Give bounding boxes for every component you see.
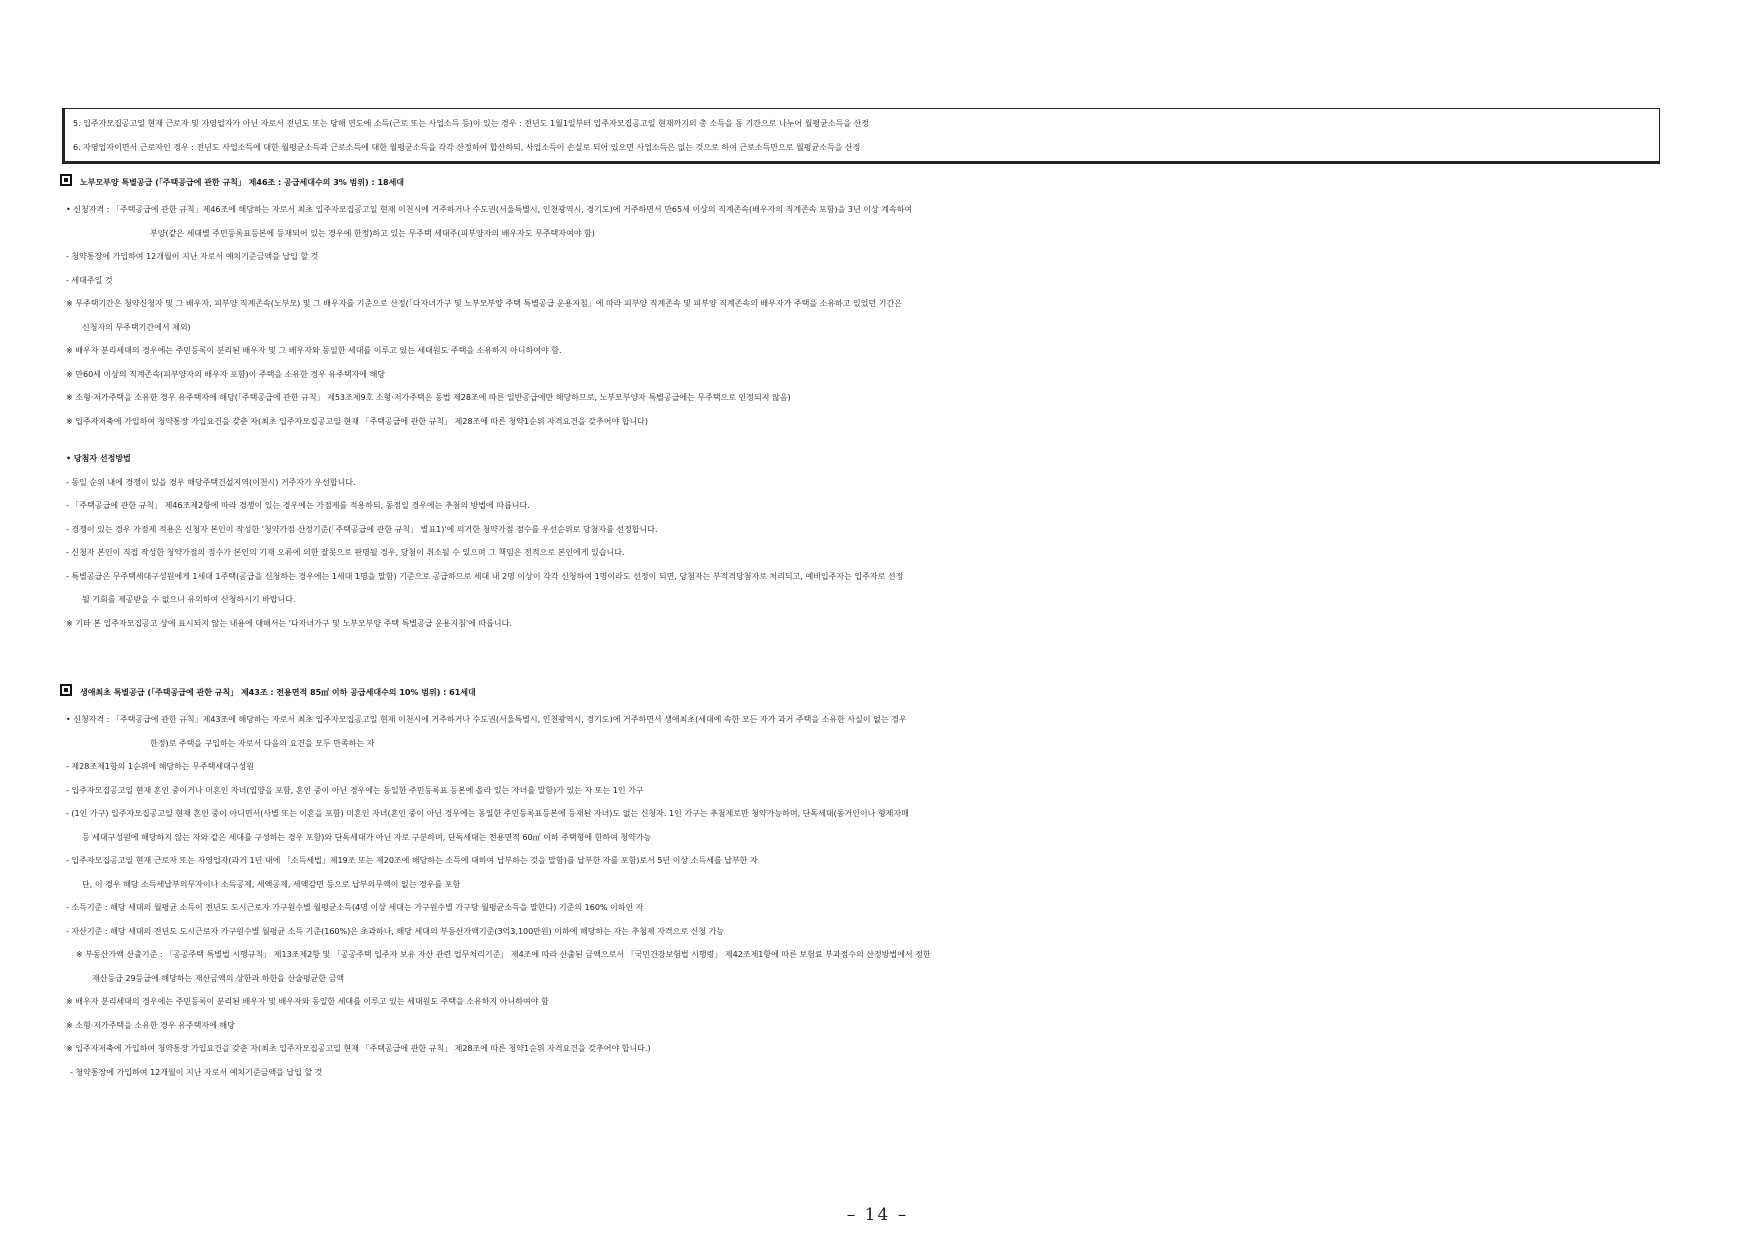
requirement-line-cont: 등 세대구성원에 해당하지 않는 자와 같은 세대를 구성하는 경우 포함)와 단독세대가 아닌 자로 구분하며, 단독세대는 전용면적 60㎡ 이하 주택형에 한하여 청약가능 [82,832,652,842]
selection-line: - 「주택공급에 관한 규칙」 제46조제2항에 따라 경쟁이 있는 경우에는 가점제를 적용하되, 동점일 경우에는 추첨의 방법에 따릅니다. [66,501,530,510]
section-first-time-buyer [60,680,1710,1084]
note-line: ※ 입주자저축에 가입하여 청약통장 가입요건을 갖춘 자(최초 입주자모집공고일 현재 「주택공급에 관한 규칙」 제28조에 따른 청약1순위 자격요건을 갖추어야 합니다) [66,416,649,426]
requirement-line: - (1인 가구) 입주자모집공고일 현재 혼인 중이 아니면서(사별 또는 이혼을 포함) 미혼인 자녀(혼인 중이 아닌 경우에는 동일한 주민등록표등본에 등재된 자녀)도 없는 신청자. 1인 가구는 추첨제로만 청약가능하며, 단독세대(동거인이나 형제자매 [66,809,909,818]
requirement-line: - 세대주일 것 [66,275,113,285]
requirement-line: - 제28조제1항의 1순위에 해당하는 무주택세대구성원 [66,762,254,771]
selection-line: ※ 기타 본 입주자모집공고 상에 표시되지 않는 내용에 대해서는 '다자녀가구 및 노부모부양 주택 특별공급 운용지침'에 따릅니다. [66,618,512,628]
selection-line: - 신청자 본인이 직접 작성한 청약가점의 점수가 본인의 기재 오류에 의한 잘못으로 판명될 경우, 당첨이 취소될 수 있으며 그 책임은 전적으로 본인에게 있습니다. [66,548,625,557]
selection-line: - 경쟁이 있는 경우 가점제 적용은 신청자 본인이 작성한 '청약가점 산정기준(「주택공급에 관한 규칙」 별표1)'에 의거한 청약가점 점수를 우선순위로 당첨자를 선정합니다. [66,524,658,534]
checkbox-square-icon [60,174,72,186]
note-line-cont: 신청자의 무주택기간에서 제외) [82,322,191,332]
eligibility-line: • 신청자격 : 「주택공급에 관한 규칙」제43조에 해당하는 자로서 최초 입주자모집공고일 현재 이천시에 거주하거나 수도권(서울특별시, 인천광역시, 경기도)에 거주하면서 생애최초(세대에 속한 모든 자가 과거 주택을 소유한 사실이 없는 경우 [66,715,907,724]
requirement-line: - 입주자모집공고일 현재 혼인 중이거나 미혼인 자녀(입양을 포함, 혼인 중이 아닌 경우에는 동일한 주민등록표 등본에 올라 있는 자녀를 말함)가 있는 자 또는 1인 가구 [66,785,644,795]
section-body [60,198,1710,433]
note-6: 6. 자영업자이면서 근로자인 경우 : 전년도 사업소득에 대한 월평균소득과 근로소득에 대한 월평균소득을 각각 산정하여 합산하되, 사업소득이 손실로 되어 있으면 사업소득은 없는 것으로 하여 근로소득만으로 월평균소득을 산정 [73,143,861,152]
note-line-cont: 재산등급 29등급에 해당하는 재산금액의 상한과 하한을 산술평균한 금액 [92,973,345,983]
requirement-line-cont: 단, 이 경우 해당 소득세납부의무자이나 소득공제, 세액공제, 세액감면 등으로 납부의무액이 없는 경우를 포함 [82,879,461,889]
note-line: ※ 입주자저축에 가입하여 청약통장 가입요건을 갖춘 자(최초 입주자모집공고일 현재 「주택공급에 관한 규칙」 제28조에 따른 청약1순위 자격요건을 갖추어야 합니다.) [66,1044,651,1053]
selection-line: - 특별공급은 무주택세대구성원에게 1세대 1주택(공급을 신청하는 경우에는 1세대 1명을 말함) 기준으로 공급하므로 세대 내 2명 이상이 각각 신청하여 1명이라도 선정이 되면, 당첨자는 부적격당첨자로 처리되고, 예비입주자는 입주자로 선정 [66,571,904,581]
eligibility-line: • 신청자격 : 「주택공급에 관한 규칙」제46조에 해당하는 자로서 최초 입주자모집공고일 현재 이천시에 거주하거나 수도권(서울특별시, 인천광역시, 경기도)에 거주하면서 만65세 이상의 직계존속(배우자의 직계존속 포함)을 3년 이상 계속하여 [66,205,913,214]
section-elderly-parent-support [60,170,1710,635]
checkbox-square-icon [60,684,72,696]
note-line: ※ 배우자 분리세대의 경우에는 주민등록이 분리된 배우자 및 그 배우자와 동일한 세대를 이루고 있는 세대원도 주택을 소유하지 아니하여야 함. [66,346,562,355]
selection-line-cont: 될 기회를 제공받을 수 없으니 유의하여 신청하시기 바랍니다. [82,595,296,604]
selection-line: - 동일 순위 내에 경쟁이 있을 경우 해당주택건설지역(이천시) 거주자가 우선합니다. [66,477,356,487]
note-line: ※ 무주택기간은 청약신청자 및 그 배우자, 피부양 직계존속(노부모) 및 그 배우자를 기준으로 산정(「다자녀가구 및 노부모부양 주택 특별공급 운용지침」에 따라 피부양 직계존속 및 피부양 직계존속의 배우자가 주택을 소유하고 있었던 기간은 [66,299,902,308]
asset-criteria-line: - 자산기준 : 해당 세대의 전년도 도시근로자 가구원수별 월평균 소득 기준(160%)은 초과하나, 해당 세대의 부동산가액기준(3억3,100만원) 이하에 해당하는 자는 추첨제 자격으로 신청 가능 [66,926,725,936]
section-heading: 노부모부양 특별공급 (「주택공급에 관한 규칙」 제46조 : 공급세대수의 3% 범위) : 18세대 [60,170,1710,196]
winner-selection-block [60,447,1710,635]
requirement-line: - 입주자모집공고일 현재 근로자 또는 자영업자(과거 1년 내에 「소득세법」제19조 또는 제20조에 해당하는 소득에 대하여 납부하는 것을 말함)를 납부한 자를 포함)로서 5년 이상 소득세를 납부한 자 [66,856,758,865]
requirement-line: - 청약통장에 가입하여 12개월이 지난 자로서 예치기준금액을 납입 할 것 [66,252,319,261]
income-criteria-line: - 소득기준 : 해당 세대의 월평균 소득이 전년도 도시근로자 가구원수별 월평균소득(4명 이상 세대는 가구원수별 가구당 월평균소득을 말한다) 기준의 160% 이하인 자 [66,903,644,912]
eligibility-line-cont: 부양(같은 세대별 주민등록표등본에 등재되어 있는 경우에 한정)하고 있는 무주택 세대주(피부양자의 배우자도 무주택자여야 함) [150,228,595,238]
note-line: ※ 소형·저가주택을 소유한 경우 유주택자에 해당(「주택공급에 관한 규칙」 제53조제9호 소형·저가주택은 동법 제28조에 따른 일반공급에만 해당하므로, 노부모부양자 특별공급에는 무주택으로 인정되지 않음) [66,393,791,402]
section-heading: 생애최초 특별공급 (「주택공급에 관한 규칙」 제43조 : 전용면적 85㎡ 이하 공급세대수의 10% 범위) : 61세대 [60,680,1710,706]
note-line: ※ 배우자 분리세대의 경우에는 주민등록이 분리된 배우자 및 배우자와 동일한 세대를 이루고 있는 세대원도 주택을 소유하지 아니하여야 함 [66,997,549,1006]
note-5: 5. 입주자모집공고일 현재 근로자 및 자영업자가 아닌 자로서 전년도 또는 당해 연도에 소득(근로 또는 사업소득 등)이 있는 경우 : 전년도 1월1일부터 입주자모집공고일 현재까지의 총 소득을 동 기간으로 나누어 월평균소득을 산정 [73,119,870,128]
note-line: ※ 소형·저가주택을 소유한 경우 유주택자에 해당 [66,1020,235,1030]
requirement-line: - 청약통장에 가입하여 12개월이 지난 자로서 예치기준금액을 납입 할 것 [70,1067,323,1077]
section-body [60,708,1710,1084]
selection-title: • 당첨자 선정방법 [66,454,131,463]
income-notes-box [62,108,1660,164]
note-line: ※ 만60세 이상의 직계존속(피부양자의 배우자 포함)이 주택을 소유한 경우 유주택자에 해당 [66,369,386,379]
note-line: ※ 부동산가액 산출기준 : 「공공주택 특별법 시행규칙」 제13조제2항 및 「공공주택 입주자 보유 자산 관련 업무처리기준」 제4조에 따라 산출된 금액으로서 「국민건강보험법 시행령」 제42조제1항에 따른 보험료 부과점수의 산정방법에서 정한 [76,950,931,959]
eligibility-line-cont: 한정)로 주택을 구입하는 자로서 다음의 요건을 모두 만족하는 자 [150,738,375,748]
page-number: – 14 – [846,1205,909,1225]
